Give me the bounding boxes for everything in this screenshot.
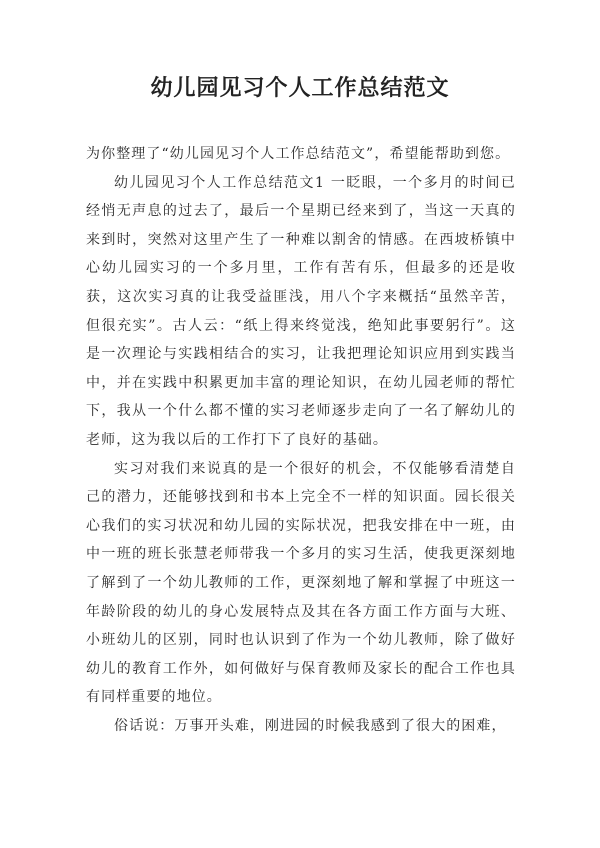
intro-paragraph: 为你整理了“幼儿园见习个人工作总结范文”，希望能帮助到您。 [86, 146, 511, 162]
body-paragraph-3: 俗话说：万事开头难，刚进园的时候我感到了很大的困难， [114, 717, 507, 734]
body-paragraph-2: 实习对我们来说真的是一个很好的机会，不仅能够看清楚自己的潜力，还能够找到和书本上完全不一样的知识面。园长很关心我们的实习状况和幼儿园的实际状况，把我安排在中一班，由中一班的班长张慧老师带我一个多月的实习生活，使我更深刻地了解到了一个幼儿教师的工作，更深刻地了解和掌握了中班这一年龄阶段的幼儿的身心发展特点及其在各方面工作方面与大班、小班幼儿的区别，同时也认识到了作为一个幼儿教师，除了做好幼儿的教育工作外，如何做好与保育教师及家长的配合工作也具有同样重要的地位。 [86, 460, 516, 706]
document-body [86, 140, 516, 740]
body-paragraph-1: 幼儿园见习个人工作总结范文1 一眨眼，一个多月的时间已经悄无声息的过去了，最后一个星期已经来到了，当这一天真的来到时，突然对这里产生了一种难以割舍的情感。在西坡桥镇中心幼儿园实习的一个多月里，工作有苦有乐，但最多的还是收获，这次实习真的让我受益匪浅，用八个字来概括“虽然辛苦，但很充实”。古人云：“纸上得来终觉浅，绝知此事要躬行”。这是一次理论与实践相结合的实习，让我把理论知识应用到实践当中，并在实践中积累更加丰富的理论知识，在幼儿园老师的帮忙下，我从一个什么都不懂的实习老师逐步走向了一名了解幼儿的老师，这为我以后的工作打下了良好的基础。 [86, 174, 516, 448]
document-title: 幼儿园见习个人工作总结范文 [150, 76, 450, 101]
